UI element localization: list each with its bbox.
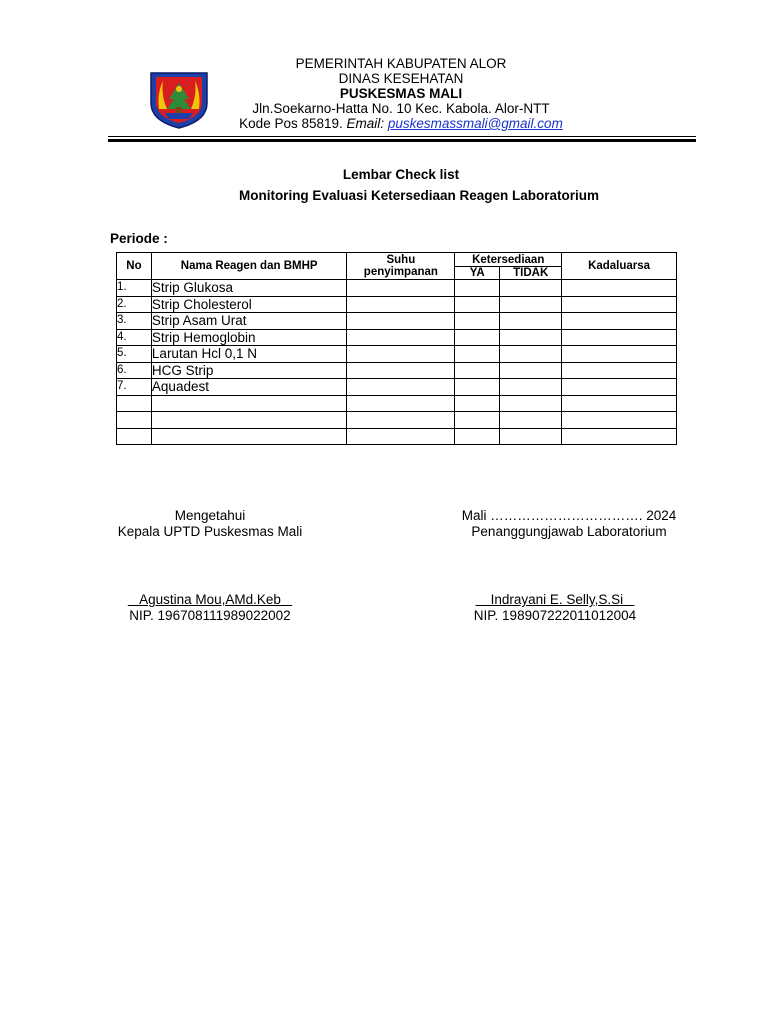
row-no: 3. — [117, 313, 152, 330]
cell-kadaluarsa[interactable] — [562, 412, 677, 429]
header-kadaluarsa: Kadaluarsa — [562, 253, 677, 280]
cell-kadaluarsa[interactable] — [562, 346, 677, 363]
row-no: 7. — [117, 379, 152, 396]
header-nama: Nama Reagen dan BMHP — [151, 253, 347, 280]
row-nama: Strip Cholesterol — [151, 296, 347, 313]
signature-right-caption — [438, 508, 700, 540]
sig-right-name: Indrayani E. Selly,S.Si — [490, 592, 624, 607]
header-suhu — [347, 253, 455, 280]
sig-left-line2: Kepala UPTD Puskesmas Mali — [117, 524, 303, 539]
signature-left-caption — [90, 508, 330, 540]
row-no — [117, 412, 152, 429]
table-row — [117, 313, 677, 330]
cell-tidak[interactable] — [500, 395, 562, 412]
row-nama: Larutan Hcl 0,1 N — [151, 346, 347, 363]
email-label: Email: — [346, 116, 385, 131]
email-link[interactable]: puskesmassmali@gmail.com — [387, 116, 563, 131]
row-nama: Strip Glukosa — [151, 280, 347, 297]
row-no: 2. — [117, 296, 152, 313]
table-row — [117, 428, 677, 445]
row-nama: HCG Strip — [151, 362, 347, 379]
cell-tidak[interactable] — [500, 412, 562, 429]
cell-suhu[interactable] — [347, 428, 455, 445]
table-row — [117, 412, 677, 429]
signature-right-name-block — [424, 592, 686, 624]
cell-tidak[interactable] — [500, 329, 562, 346]
cell-suhu[interactable] — [347, 313, 455, 330]
row-no — [117, 395, 152, 412]
header-ya: YA — [455, 267, 500, 280]
cell-ya[interactable] — [455, 280, 500, 297]
row-no: 4. — [117, 329, 152, 346]
row-nama: Strip Asam Urat — [151, 313, 347, 330]
address: Jln.Soekarno-Hatta No. 10 Kec. Kabola. Alor-NTT — [252, 101, 550, 116]
header-tidak: TIDAK — [500, 267, 562, 280]
row-no: 5. — [117, 346, 152, 363]
letterhead — [200, 56, 602, 131]
facility-name: PUSKESMAS MALI — [339, 86, 463, 101]
table-row — [117, 346, 677, 363]
row-no: 1. — [117, 280, 152, 297]
header-divider-thick — [108, 139, 696, 142]
cell-suhu[interactable] — [347, 296, 455, 313]
table-row — [117, 280, 677, 297]
postal-code: Kode Pos 85819. — [239, 116, 343, 131]
cell-ya[interactable] — [455, 313, 500, 330]
cell-tidak[interactable] — [500, 346, 562, 363]
cell-ya[interactable] — [455, 428, 500, 445]
header-no: No — [117, 253, 152, 280]
sig-left-nip: NIP. 196708111989022002 — [129, 608, 291, 623]
cell-ya[interactable] — [455, 412, 500, 429]
cell-tidak[interactable] — [500, 379, 562, 396]
table-row — [117, 296, 677, 313]
cell-ya[interactable] — [455, 395, 500, 412]
row-nama: Aquadest — [151, 379, 347, 396]
document-title: Lembar Check list — [342, 167, 460, 182]
cell-kadaluarsa[interactable] — [562, 280, 677, 297]
sig-right-line2: Penanggungjawab Laboratorium — [471, 524, 667, 539]
table-row — [117, 379, 677, 396]
government-name: PEMERINTAH KABUPATEN ALOR — [295, 56, 507, 71]
header-suhu-line1: Suhu — [386, 254, 416, 266]
cell-suhu[interactable] — [347, 346, 455, 363]
department-name: DINAS KESEHATAN — [338, 71, 464, 86]
contact-line — [200, 116, 602, 131]
cell-ya[interactable] — [455, 346, 500, 363]
cell-kadaluarsa[interactable] — [562, 362, 677, 379]
sig-right-line1: Mali ……………………………. 2024 — [461, 508, 677, 523]
cell-kadaluarsa[interactable] — [562, 379, 677, 396]
sig-left-line1: Mengetahui — [174, 508, 246, 523]
cell-tidak[interactable] — [500, 280, 562, 297]
sig-right-nip: NIP. 198907222011012004 — [473, 608, 637, 623]
sig-left-name: Agustina Mou,AMd.Keb — [139, 592, 281, 607]
cell-tidak[interactable] — [500, 362, 562, 379]
periode-label: Periode : — [110, 231, 168, 246]
row-no: 6. — [117, 362, 152, 379]
row-nama — [151, 428, 347, 445]
cell-suhu[interactable] — [347, 362, 455, 379]
cell-suhu[interactable] — [347, 379, 455, 396]
signature-left-name-block — [90, 592, 330, 624]
table-row — [117, 362, 677, 379]
header-ketersediaan: Ketersediaan — [455, 253, 562, 267]
table-row — [117, 395, 677, 412]
cell-suhu[interactable] — [347, 329, 455, 346]
cell-ya[interactable] — [455, 296, 500, 313]
cell-suhu[interactable] — [347, 395, 455, 412]
cell-kadaluarsa[interactable] — [562, 329, 677, 346]
cell-kadaluarsa[interactable] — [562, 428, 677, 445]
cell-kadaluarsa[interactable] — [562, 313, 677, 330]
cell-suhu[interactable] — [347, 412, 455, 429]
cell-kadaluarsa[interactable] — [562, 296, 677, 313]
row-nama — [151, 395, 347, 412]
checklist-table — [116, 252, 677, 445]
cell-ya[interactable] — [455, 379, 500, 396]
cell-tidak[interactable] — [500, 313, 562, 330]
cell-tidak[interactable] — [500, 296, 562, 313]
cell-ya[interactable] — [455, 329, 500, 346]
cell-kadaluarsa[interactable] — [562, 395, 677, 412]
cell-ya[interactable] — [455, 362, 500, 379]
header-suhu-line2: penyimpanan — [363, 266, 438, 278]
table-row — [117, 329, 677, 346]
row-nama — [151, 412, 347, 429]
cell-suhu[interactable] — [347, 280, 455, 297]
row-no — [117, 428, 152, 445]
header-divider-thin — [108, 136, 696, 137]
document-subtitle: Monitoring Evaluasi Ketersediaan Reagen Laboratorium — [238, 188, 600, 203]
cell-tidak[interactable] — [500, 428, 562, 445]
row-nama: Strip Hemoglobin — [151, 329, 347, 346]
